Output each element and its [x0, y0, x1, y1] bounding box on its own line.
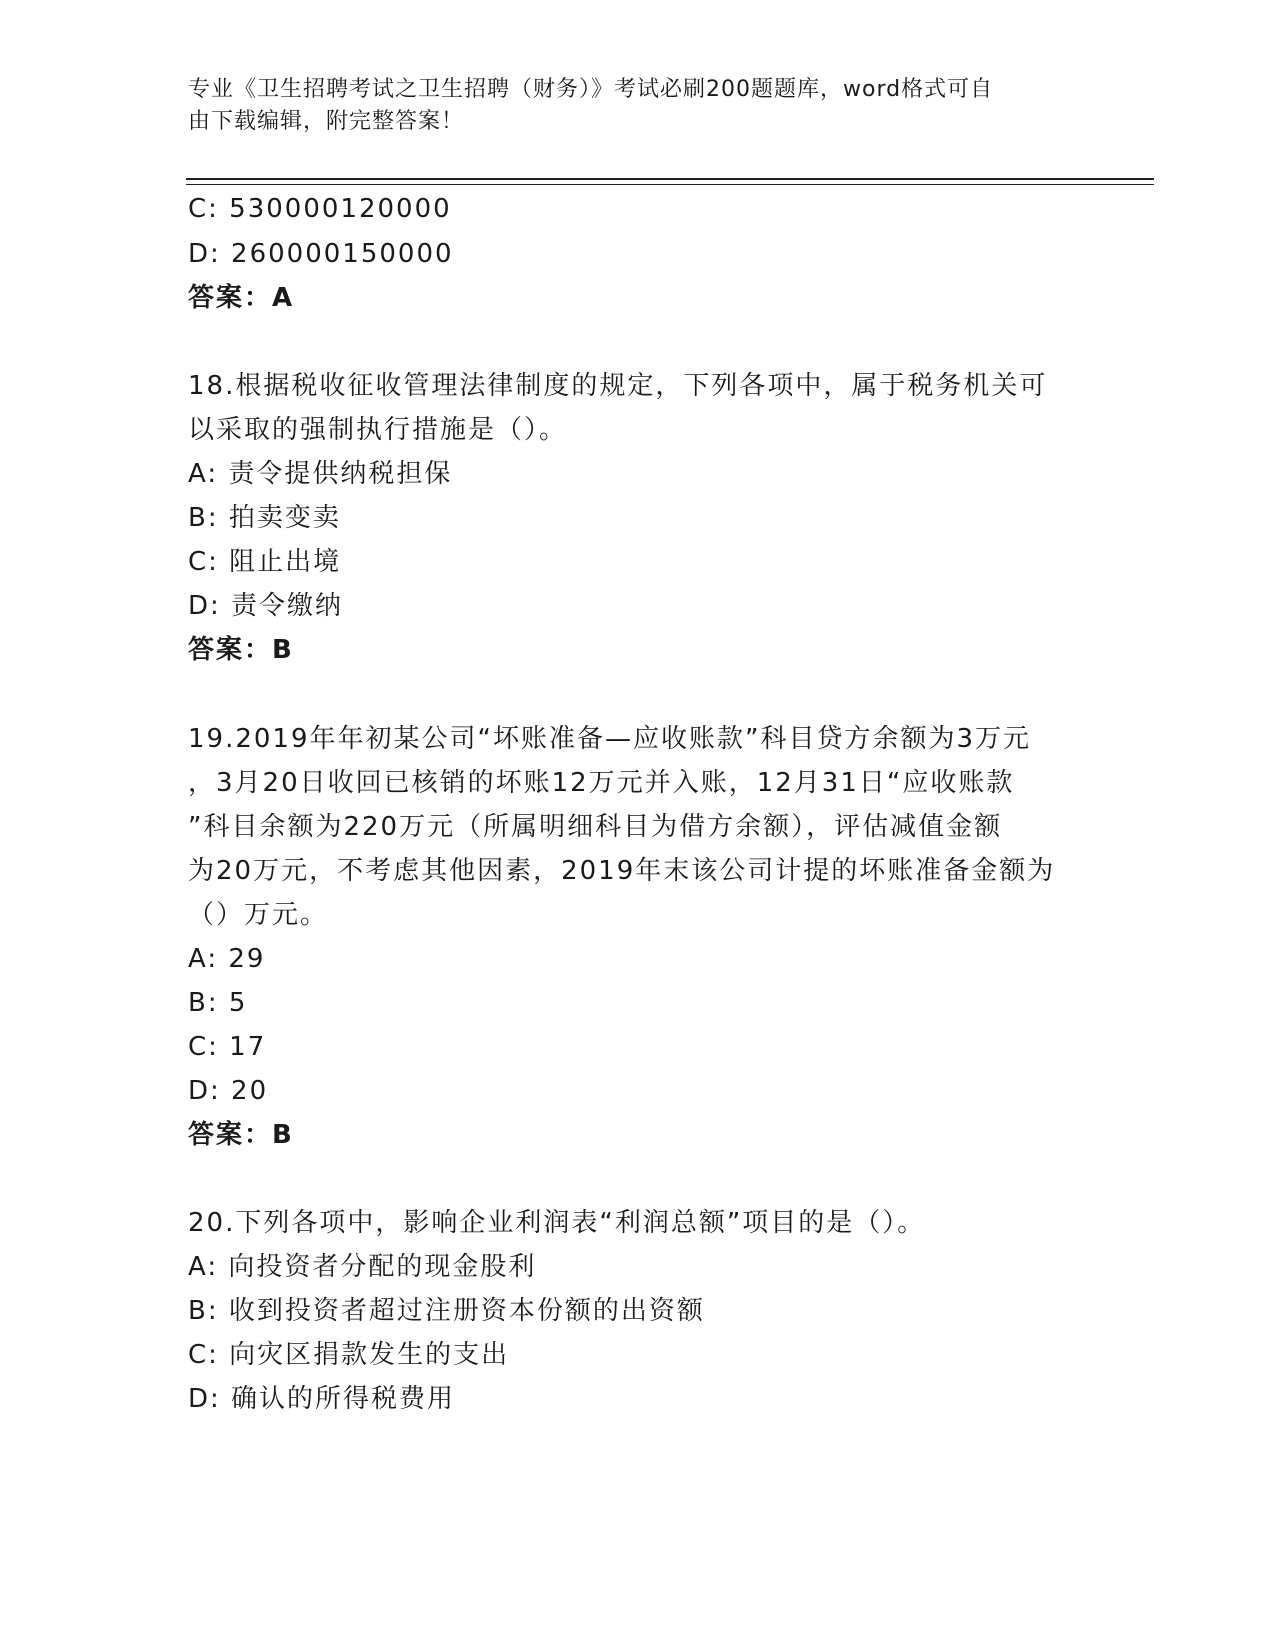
q18-answer: 答案：B — [188, 635, 294, 665]
q18-option-d: D: 责令缴纳 — [188, 591, 344, 621]
q20-option-a: A: 向投资者分配的现金股利 — [188, 1252, 537, 1282]
q19-stem-line-2: ，3月20日收回已核销的坏账12万元并入账，12月31日“应收账款 — [188, 768, 1015, 798]
document-header — [188, 74, 1068, 138]
q19-option-b: B: 5 — [188, 988, 248, 1018]
q19-stem-line-4: 为20万元，不考虑其他因素，2019年末该公司计提的坏账准备金额为 — [188, 856, 1056, 886]
q19-option-c: C: 17 — [188, 1032, 267, 1062]
q19-option-a: A: 29 — [188, 944, 266, 974]
prev-answer: 答案：A — [188, 283, 295, 313]
header-divider — [186, 178, 1154, 180]
q20-stem-line-1: 20.下列各项中，影响企业利润表“利润总额”项目的是（）。 — [188, 1208, 926, 1238]
q20-option-b: B: 收到投资者超过注册资本份额的出资额 — [188, 1296, 705, 1326]
q18-option-b: B: 拍卖变卖 — [188, 503, 341, 533]
header-line-1: 专业《卫生招聘考试之卫生招聘（财务）》考试必刷200题题库，word格式可自 — [188, 77, 994, 102]
prev-option-d: D: 260000150000 — [188, 239, 454, 269]
q20-option-c: C: 向灾区捐款发生的支出 — [188, 1340, 510, 1370]
q18-stem-line-1: 18.根据税收征收管理法律制度的规定，下列各项中，属于税务机关可 — [188, 371, 1048, 401]
q18-option-c: C: 阻止出境 — [188, 547, 342, 577]
prev-option-c: C: 530000120000 — [188, 194, 452, 224]
q19-option-d: D: 20 — [188, 1076, 269, 1106]
q18-stem-line-2: 以采取的强制执行措施是（）。 — [188, 415, 568, 445]
q19-answer: 答案：B — [188, 1120, 294, 1150]
header-divider-thin — [186, 184, 1154, 185]
q20-option-d: D: 确认的所得税费用 — [188, 1384, 456, 1414]
q19-stem-line-1: 19.2019年年初某公司“坏账准备—应收账款”科目贷方余额为3万元 — [188, 724, 1031, 754]
q19-stem-line-5: （）万元。 — [188, 900, 329, 930]
header-line-2: 由下载编辑，附完整答案！ — [188, 109, 465, 134]
q18-option-a: A: 责令提供纳税担保 — [188, 459, 453, 489]
q19-stem-line-3: ”科目余额为220万元（所属明细科目为借方余额），评估减值金额 — [188, 812, 1003, 842]
